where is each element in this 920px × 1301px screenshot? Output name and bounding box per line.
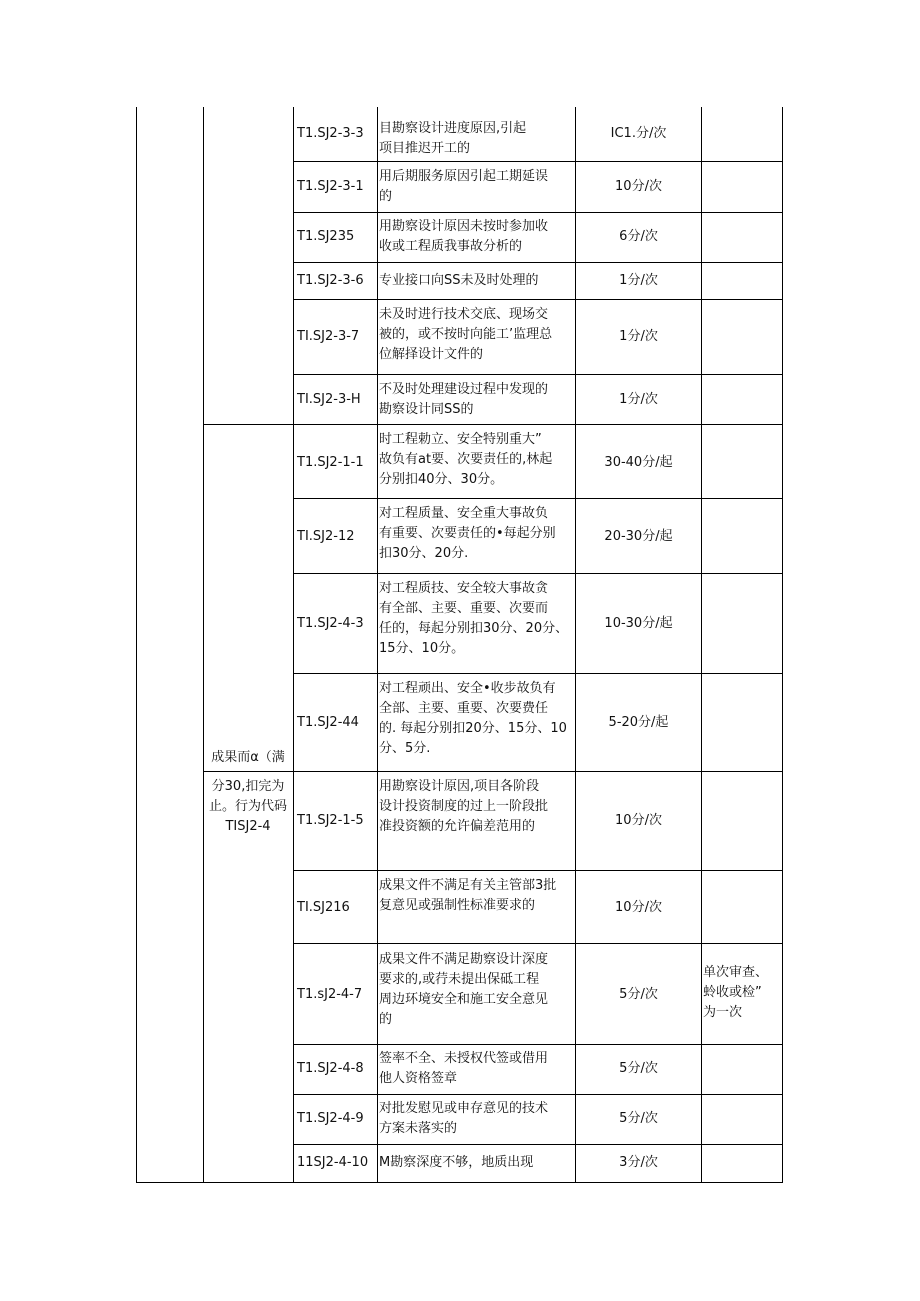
- column-divider: [203, 107, 204, 1183]
- column-divider: [377, 107, 378, 1183]
- deduction-score: 1分/次: [619, 329, 658, 344]
- table-border-bottom: [136, 1182, 783, 1183]
- row-divider: [293, 943, 783, 944]
- row-divider: [293, 212, 783, 213]
- behavior-code: T1.SJ2-3-3: [297, 126, 364, 141]
- behavior-description: 签率不全、未授权代签或借用 他人资格签章: [379, 1051, 549, 1086]
- deduction-score: 20-30分/起: [604, 529, 673, 544]
- column-divider: [293, 107, 294, 1183]
- behavior-description: 对批发慰见或申存意见的技术 方案未落实的: [379, 1101, 549, 1136]
- table-border-left: [136, 107, 137, 1183]
- behavior-code: T1.SJ2-1-5: [297, 813, 364, 828]
- behavior-code: T1.SJ2-44: [297, 715, 359, 730]
- behavior-description: 成果文件不满足勘察设计深度 要求的,或荇未提出保砥工程 周边环境安全和施工安全意见 的: [379, 952, 549, 1027]
- behavior-description: 专业接口向SS未及时处理的: [379, 273, 539, 288]
- deduction-score: 10分/次: [615, 813, 662, 828]
- behavior-description: 对工程质量、安全重大事故负 有重要、次要责任的•每起分别 扣30分、20分.: [379, 506, 556, 561]
- behavior-description: 未及时进行技术交底、现场交 被的，或不按时向能工’监理总 位解择设计文件的: [379, 307, 553, 362]
- section-divider: [203, 424, 783, 425]
- category-label-top: 成果而α（满: [211, 750, 285, 765]
- behavior-code: TI.SJ2-3-7: [297, 329, 360, 344]
- deduction-score: 30-40分/起: [604, 455, 673, 470]
- behavior-code: T1.SJ2-4-8: [297, 1061, 364, 1076]
- behavior-code: T1.SJ2-3-6: [297, 273, 364, 288]
- behavior-code: TI.SJ216: [297, 900, 350, 915]
- deduction-score: 6分/次: [619, 229, 658, 244]
- row-divider: [293, 374, 783, 375]
- behavior-description: 成果文件不满足有关主管部3批 复意见或强制性标准要求的: [379, 878, 557, 913]
- behavior-description: 目勘察设计进度原因,引起 项目推迟开工的: [379, 121, 527, 156]
- row-divider: [293, 161, 783, 162]
- deduction-score: 10分/次: [615, 900, 662, 915]
- deduction-score: 1分/次: [619, 392, 658, 407]
- row-divider: [293, 573, 783, 574]
- behavior-code: 11SJ2-4-10: [297, 1155, 369, 1170]
- category-label-bottom: 分30,扣完为 止。行为代码 TISJ2-4: [208, 779, 287, 834]
- row-divider: [293, 870, 783, 871]
- column-divider: [575, 107, 576, 1183]
- behavior-code: T1.sJ2-4-7: [297, 987, 363, 1002]
- behavior-code: T1.SJ235: [297, 229, 355, 244]
- behavior-description: 用勘察设计原因未按时参加收 收或工程质我事故分析的: [379, 219, 549, 254]
- deduction-score: IC1.分/次: [610, 126, 667, 141]
- behavior-description: 不及时处理建设过程中发现的 勘察设计同SS的: [379, 382, 549, 417]
- deduction-score: 3分/次: [619, 1155, 658, 1170]
- deduction-score: 5分/次: [619, 1061, 658, 1076]
- column-divider: [701, 107, 702, 1183]
- deduction-score: 1分/次: [619, 273, 658, 288]
- row-divider: [293, 673, 783, 674]
- deduction-score: 5分/次: [619, 1111, 658, 1126]
- behavior-code: T1.SJ2-3-1: [297, 179, 364, 194]
- deduction-score: 10-30分/起: [604, 616, 673, 631]
- behavior-code: TI.SJ2-12: [297, 529, 355, 544]
- row-divider: [293, 1094, 783, 1095]
- behavior-code: T1.SJ2-4-9: [297, 1111, 364, 1126]
- behavior-code: TI.SJ2-3-H: [297, 392, 361, 407]
- row-divider: [293, 299, 783, 300]
- deduction-score: 5-20分/起: [608, 715, 669, 730]
- row-divider: [293, 1044, 783, 1045]
- row-divider: [293, 262, 783, 263]
- row-divider: [293, 498, 783, 499]
- deduction-score: 5分/次: [619, 987, 658, 1002]
- behavior-description: 时工程勅立、安全特别重大” 故负有at要、次要责任的,林起 分别扣40分、30分。: [379, 432, 553, 487]
- behavior-description: 用后期服务原因引起工期延误 的: [379, 169, 549, 204]
- behavior-code: T1.SJ2-1-1: [297, 455, 364, 470]
- remark-note: 单次审查、 蛉收或检” 为一次: [703, 965, 769, 1020]
- section-divider: [203, 771, 783, 772]
- behavior-description: 对工程质技、安全较大事故贪 有全部、主要、重要、次要而 任的，每起分别扣30分、20分、 15分、10分。: [379, 581, 569, 656]
- deduction-score: 10分/次: [615, 179, 662, 194]
- behavior-description: 对工程顽出、安全•收步故负有 全部、主要、重要、次要费任 的. 每起分别扣20分、15分、10 分、5分.: [379, 681, 567, 756]
- behavior-code: T1.SJ2-4-3: [297, 616, 364, 631]
- behavior-description: M勘察深度不够，地质出现: [379, 1155, 534, 1170]
- behavior-description: 用勘察设计原因,项目各阶段 设计投资制度的过上一阶段批 准投资额的允许偏差范用的: [379, 779, 549, 834]
- row-divider: [293, 1144, 783, 1145]
